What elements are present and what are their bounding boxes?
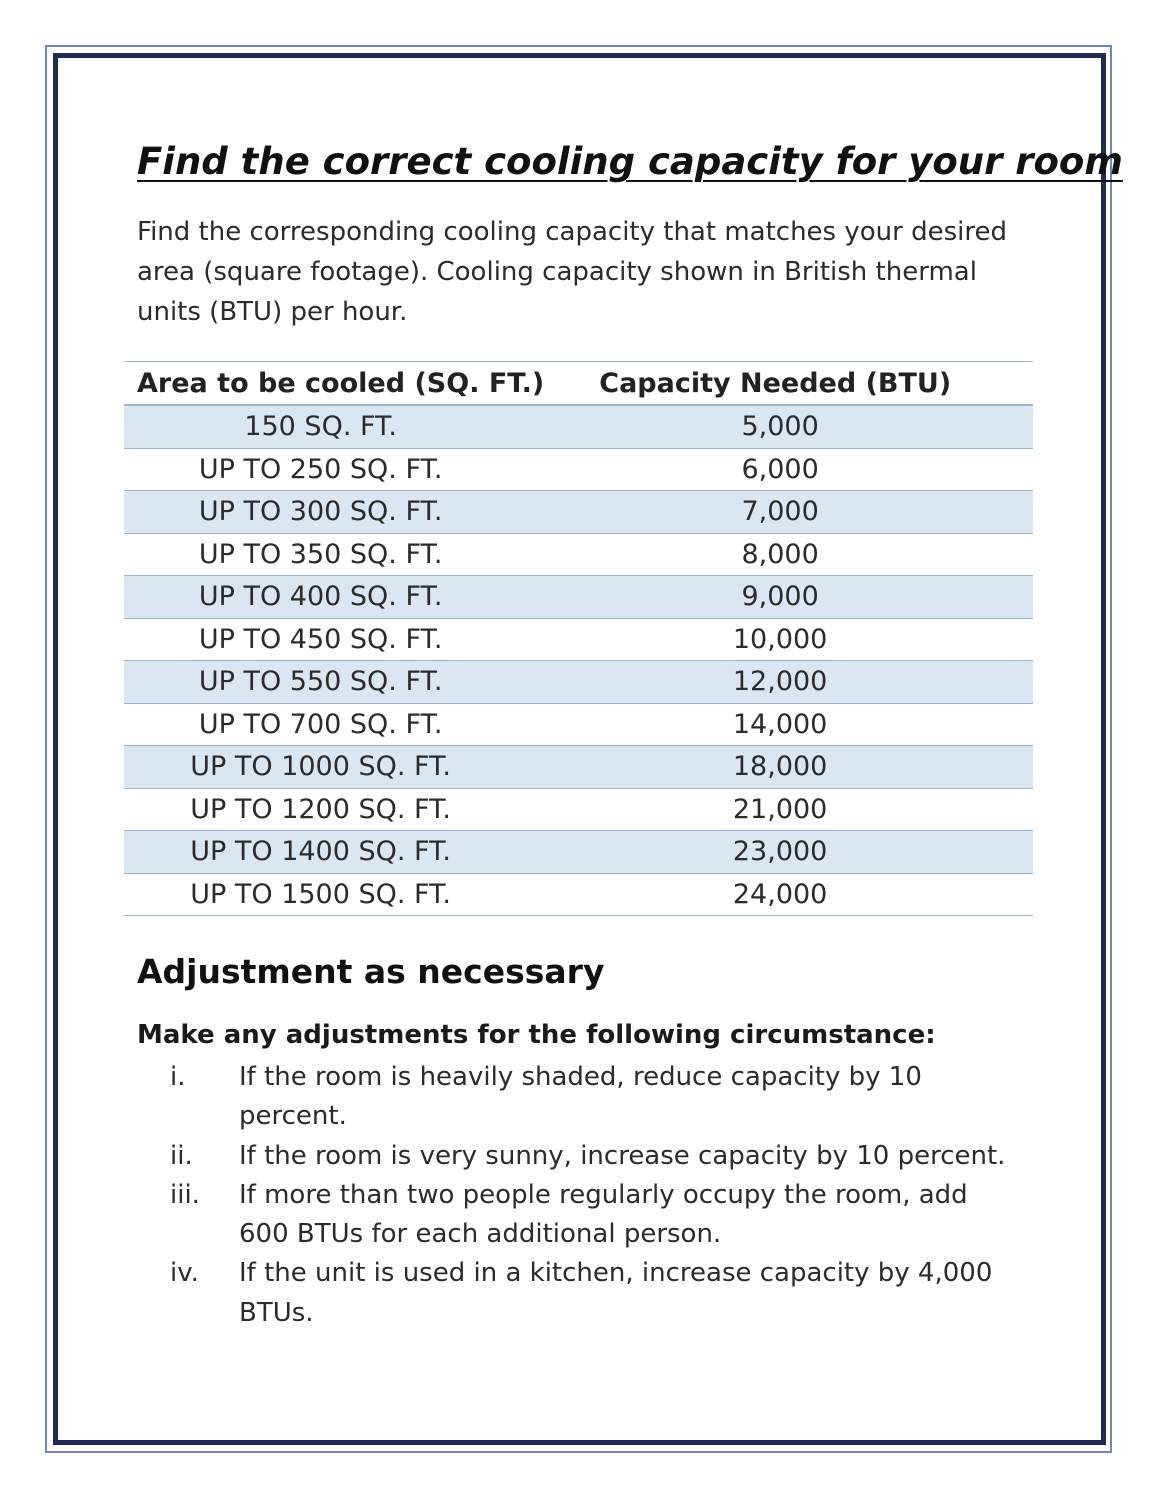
table-body (124, 405, 1033, 916)
capacity-cell: 6,000 (557, 448, 1033, 491)
header-capacity: Capacity Needed (BTU) (557, 362, 1033, 406)
area-cell: UP TO 250 SQ. FT. (124, 448, 557, 491)
area-cell: UP TO 350 SQ. FT. (124, 533, 557, 576)
adjustment-number: ii. (170, 1140, 193, 1171)
table-row (124, 788, 1033, 831)
adjustment-text: If the room is heavily shaded, reduce capacity by 10 percent. (239, 1062, 922, 1132)
area-cell: UP TO 550 SQ. FT. (124, 661, 557, 704)
table-row (124, 661, 1033, 704)
capacity-cell: 9,000 (557, 576, 1033, 619)
adjustment-text: If the room is very sunny, increase capacity by 10 percent. (239, 1140, 1006, 1171)
capacity-cell: 10,000 (557, 618, 1033, 661)
table-row (124, 405, 1033, 448)
area-cell: UP TO 300 SQ. FT. (124, 491, 557, 534)
adjustment-number: iii. (170, 1179, 200, 1210)
adjustment-heading: Adjustment as necessary (137, 952, 605, 991)
area-cell: UP TO 1200 SQ. FT. (124, 788, 557, 831)
adjustment-item (137, 1137, 1017, 1176)
adjustment-text: If more than two people regularly occupy the room, add 600 BTUs for each additional person. (239, 1179, 968, 1250)
table-row (124, 703, 1033, 746)
table-row (124, 448, 1033, 491)
intro-paragraph: Find the corresponding cooling capacity that matches your desired area (square footage). Cooling capacity shown in British thermal units (BTU) per hour. (137, 217, 1007, 327)
adjustment-intro: Make any adjustments for the following circumstance: (137, 1020, 936, 1050)
adjustment-text: If the unit is used in a kitchen, increase capacity by 4,000 BTUs. (239, 1258, 993, 1328)
adjustment-list (137, 1058, 1017, 1333)
capacity-cell: 18,000 (557, 746, 1033, 789)
adjustment-item (137, 1254, 1017, 1333)
table-header-row (124, 362, 1033, 406)
table-row (124, 491, 1033, 534)
adjustment-number: iv. (170, 1258, 199, 1289)
capacity-cell: 23,000 (557, 831, 1033, 874)
page-title: Find the correct cooling capacity for your room (137, 140, 1123, 183)
capacity-cell: 7,000 (557, 491, 1033, 534)
table-row (124, 618, 1033, 661)
adjustment-item (137, 1176, 1017, 1255)
capacity-cell: 24,000 (557, 873, 1033, 916)
capacity-table (124, 361, 1033, 916)
table-row (124, 746, 1033, 789)
area-cell: UP TO 1000 SQ. FT. (124, 746, 557, 789)
table-row (124, 873, 1033, 916)
capacity-cell: 14,000 (557, 703, 1033, 746)
table-row (124, 576, 1033, 619)
capacity-cell: 8,000 (557, 533, 1033, 576)
table-row (124, 533, 1033, 576)
area-cell: UP TO 400 SQ. FT. (124, 576, 557, 619)
area-cell: UP TO 1500 SQ. FT. (124, 873, 557, 916)
adjustment-number: i. (170, 1062, 186, 1092)
capacity-cell: 21,000 (557, 788, 1033, 831)
header-area: Area to be cooled (SQ. FT.) (124, 362, 557, 406)
area-cell: UP TO 1400 SQ. FT. (124, 831, 557, 874)
area-cell: UP TO 700 SQ. FT. (124, 703, 557, 746)
area-cell: 150 SQ. FT. (124, 405, 557, 448)
capacity-cell: 12,000 (557, 661, 1033, 704)
adjustment-item (137, 1058, 1017, 1137)
table-row (124, 831, 1033, 874)
area-cell: UP TO 450 SQ. FT. (124, 618, 557, 661)
capacity-cell: 5,000 (557, 405, 1033, 448)
